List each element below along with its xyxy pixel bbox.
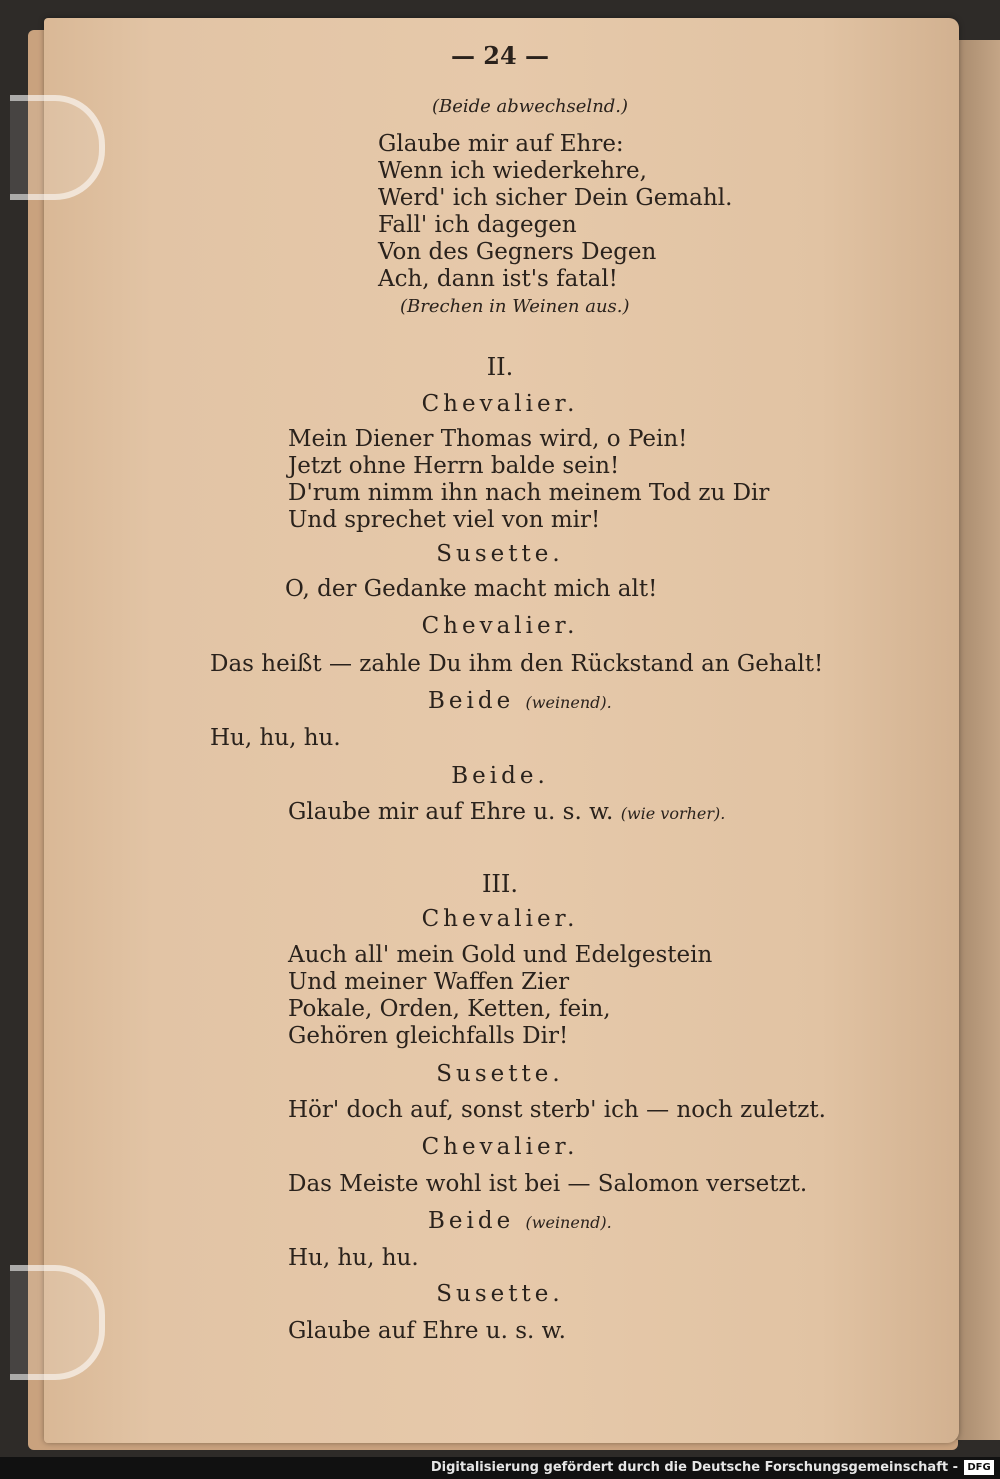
verse-line: Jetzt ohne Herrn balde sein!	[288, 453, 620, 479]
verse-line: Hu, hu, hu.	[288, 1245, 419, 1271]
verse-line: Hu, hu, hu.	[210, 725, 341, 751]
stage-direction: (weinend).	[525, 1213, 612, 1232]
verse-line: Fall' ich dagegen	[378, 212, 577, 238]
verse-line: Ach, dann ist's fatal!	[378, 266, 618, 292]
verse-line: Hör' doch auf, sonst sterb' ich — noch zuletzt.	[288, 1097, 826, 1123]
verse-line: Von des Gegners Degen	[378, 239, 657, 265]
verse-line: Das heißt — zahle Du ihm den Rückstand an Gehalt!	[210, 651, 824, 677]
verse-line: Pokale, Orden, Ketten, fein,	[288, 996, 611, 1022]
speaker-name	[428, 690, 612, 713]
verse-line: Werd' ich sicher Dein Gemahl.	[378, 185, 733, 211]
verse-line: Auch all' mein Gold und Edelgestein	[288, 942, 713, 968]
section-heading: II.	[486, 353, 514, 381]
next-page-edge	[955, 40, 1000, 1440]
verse-line: Mein Diener Thomas wird, o Pein!	[288, 426, 688, 452]
verse-line: O, der Gedanke macht mich alt!	[285, 576, 658, 602]
page-clip-top	[10, 95, 105, 200]
verse-line: Und sprechet viel von mir!	[288, 507, 601, 533]
speaker-name: Susette.	[436, 1061, 564, 1087]
dfg-logo: DFG	[964, 1460, 994, 1475]
speaker-name: Beide.	[451, 763, 549, 789]
speaker-name: Susette.	[436, 541, 564, 567]
verse-line: Glaube mir auf Ehre:	[378, 131, 624, 157]
speaker-name: Chevalier.	[421, 906, 579, 932]
verse-line: D'rum nimm ihn nach meinem Tod zu Dir	[288, 480, 770, 506]
speaker-name: Chevalier.	[421, 391, 579, 417]
verse-line: Glaube auf Ehre u. s. w.	[288, 1318, 566, 1344]
verse-line: Das Meiste wohl ist bei — Salomon versetzt.	[288, 1171, 808, 1197]
verse-text: Glaube mir auf Ehre u. s. w.	[288, 799, 614, 825]
footer-credit: Digitalisierung gefördert durch die Deutsche Forschungsgemeinschaft -	[430, 1460, 958, 1475]
verse-line	[288, 801, 725, 824]
verse-line: Gehören gleichfalls Dir!	[288, 1023, 569, 1049]
verse-line: Wenn ich wiederkehre,	[378, 158, 647, 184]
section-heading: III.	[481, 870, 519, 898]
speaker-label: Beide	[428, 1208, 515, 1234]
speaker-name: Chevalier.	[421, 1134, 579, 1160]
stage-direction: (Beide abwechselnd.)	[432, 96, 629, 117]
stage-direction: (Brechen in Weinen aus.)	[400, 296, 630, 317]
speaker-name: Chevalier.	[421, 613, 579, 639]
speaker-name	[428, 1210, 612, 1233]
stage-direction: (wie vorher).	[620, 804, 726, 823]
verse-line: Und meiner Waffen Zier	[288, 969, 570, 995]
stage-direction: (weinend).	[525, 693, 612, 712]
page-number: — 24 —	[450, 41, 550, 70]
digitization-footer	[0, 1457, 1000, 1479]
speaker-name: Susette.	[436, 1281, 564, 1307]
speaker-label: Beide	[428, 688, 515, 714]
